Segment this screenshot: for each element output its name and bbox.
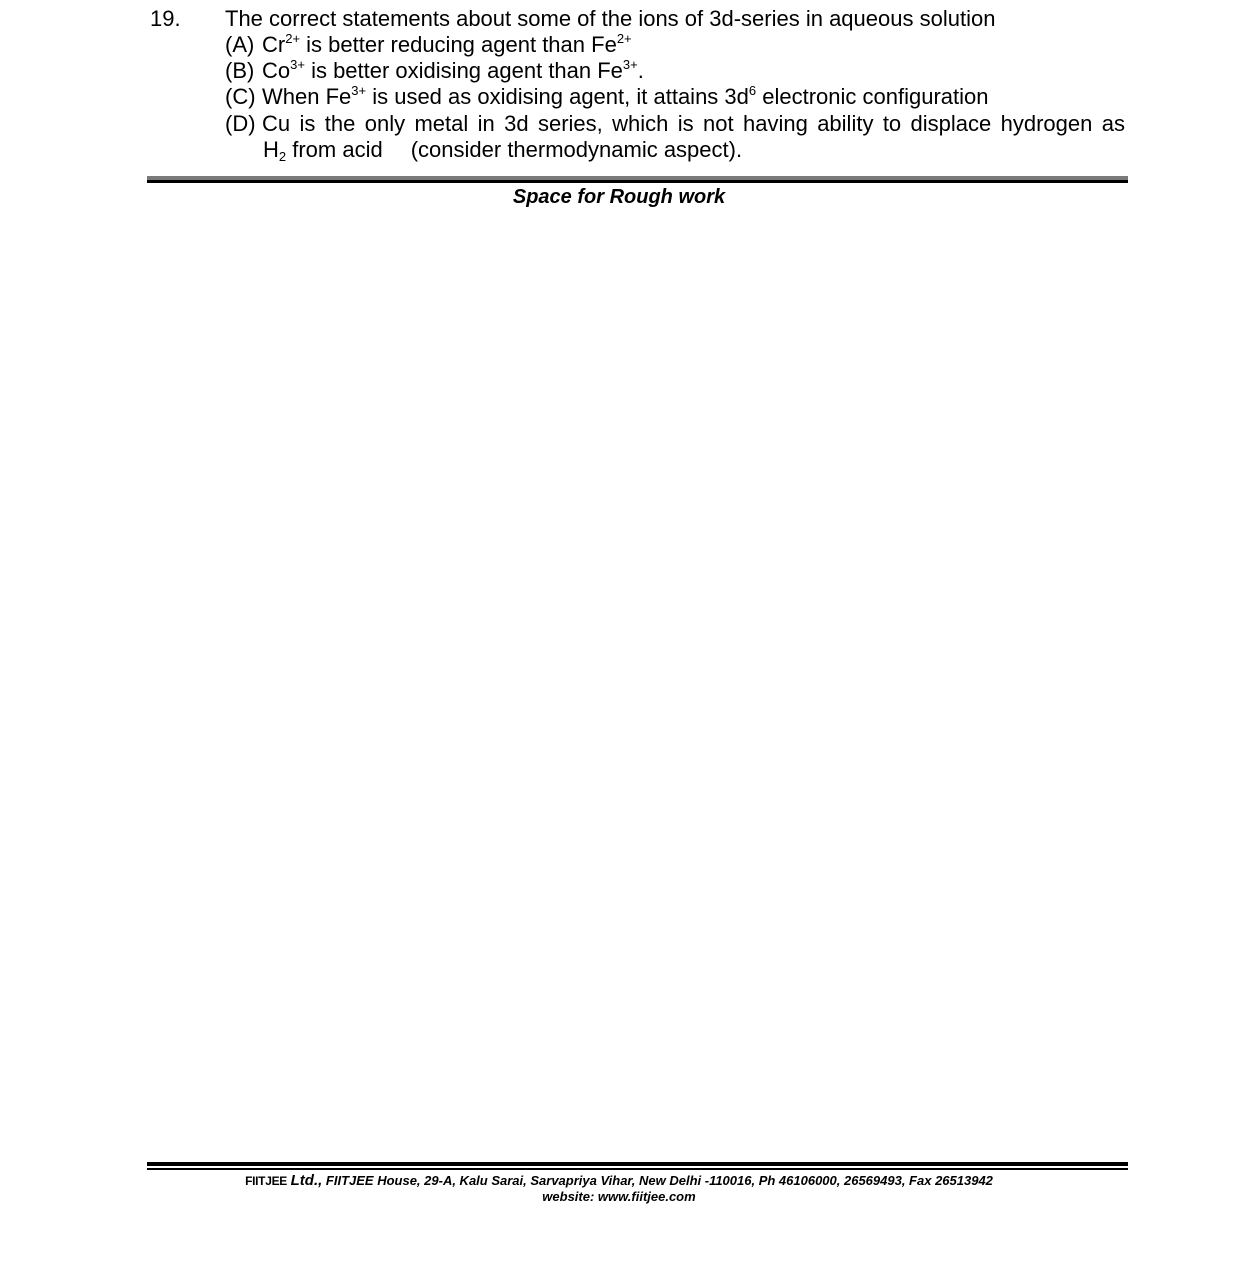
option-a [225,32,632,58]
subscript: 2 [278,149,287,164]
footer-address [0,1173,1238,1189]
option-text: Cr [262,32,286,57]
superscript: 2+ [285,31,301,46]
option-text: . [637,58,644,83]
option-text: is used as oxidising agent, it attains 3d [366,84,749,109]
option-label: (C) [225,84,256,109]
separator-top [147,180,1128,183]
footer-rule-thick [147,1162,1128,1166]
option-text: is better reducing agent than Fe [300,32,617,57]
footer-website: website: www.fiitjee.com [542,1189,696,1204]
option-d-continuation [263,137,742,163]
question-stem: The correct statements about some of the ions of 3d-series in aqueous solution [225,6,996,31]
superscript: 2+ [616,31,632,46]
option-c [225,84,988,110]
footer-ltd: Ltd., [290,1172,323,1189]
option-text: from acid [286,137,383,162]
option-text: is better oxidising agent than Fe [304,58,623,83]
option-label: (A) [225,32,255,57]
option-b [225,58,644,84]
option-text: H [263,137,279,162]
question-number: 19. [150,6,181,31]
option-d [225,111,1125,137]
superscript: 3+ [351,83,367,98]
option-text: When Fe [262,84,352,109]
footer-address-text: FIITJEE House, 29-A, Kalu Sarai, Sarvapriya Vihar, New Delhi -110016, Ph 46106000, 26569493, Fax 26513942 [325,1173,993,1188]
option-label: (B) [225,58,255,83]
superscript: 6 [748,83,757,98]
option-text: Co [262,58,291,83]
option-text: electronic configuration [756,84,989,109]
option-label: (D) [225,111,256,136]
option-text: (consider thermodynamic aspect). [410,137,743,162]
footer-rule-thin [147,1168,1128,1170]
footer-brand: FIITJEE [245,1174,287,1188]
superscript: 3+ [622,57,638,72]
superscript: 3+ [290,57,305,72]
rough-work-heading: Space for Rough work [512,186,726,208]
option-text: Cu is the only metal in 3d series, which is not having ability to displace hydrogen as [262,111,1125,136]
